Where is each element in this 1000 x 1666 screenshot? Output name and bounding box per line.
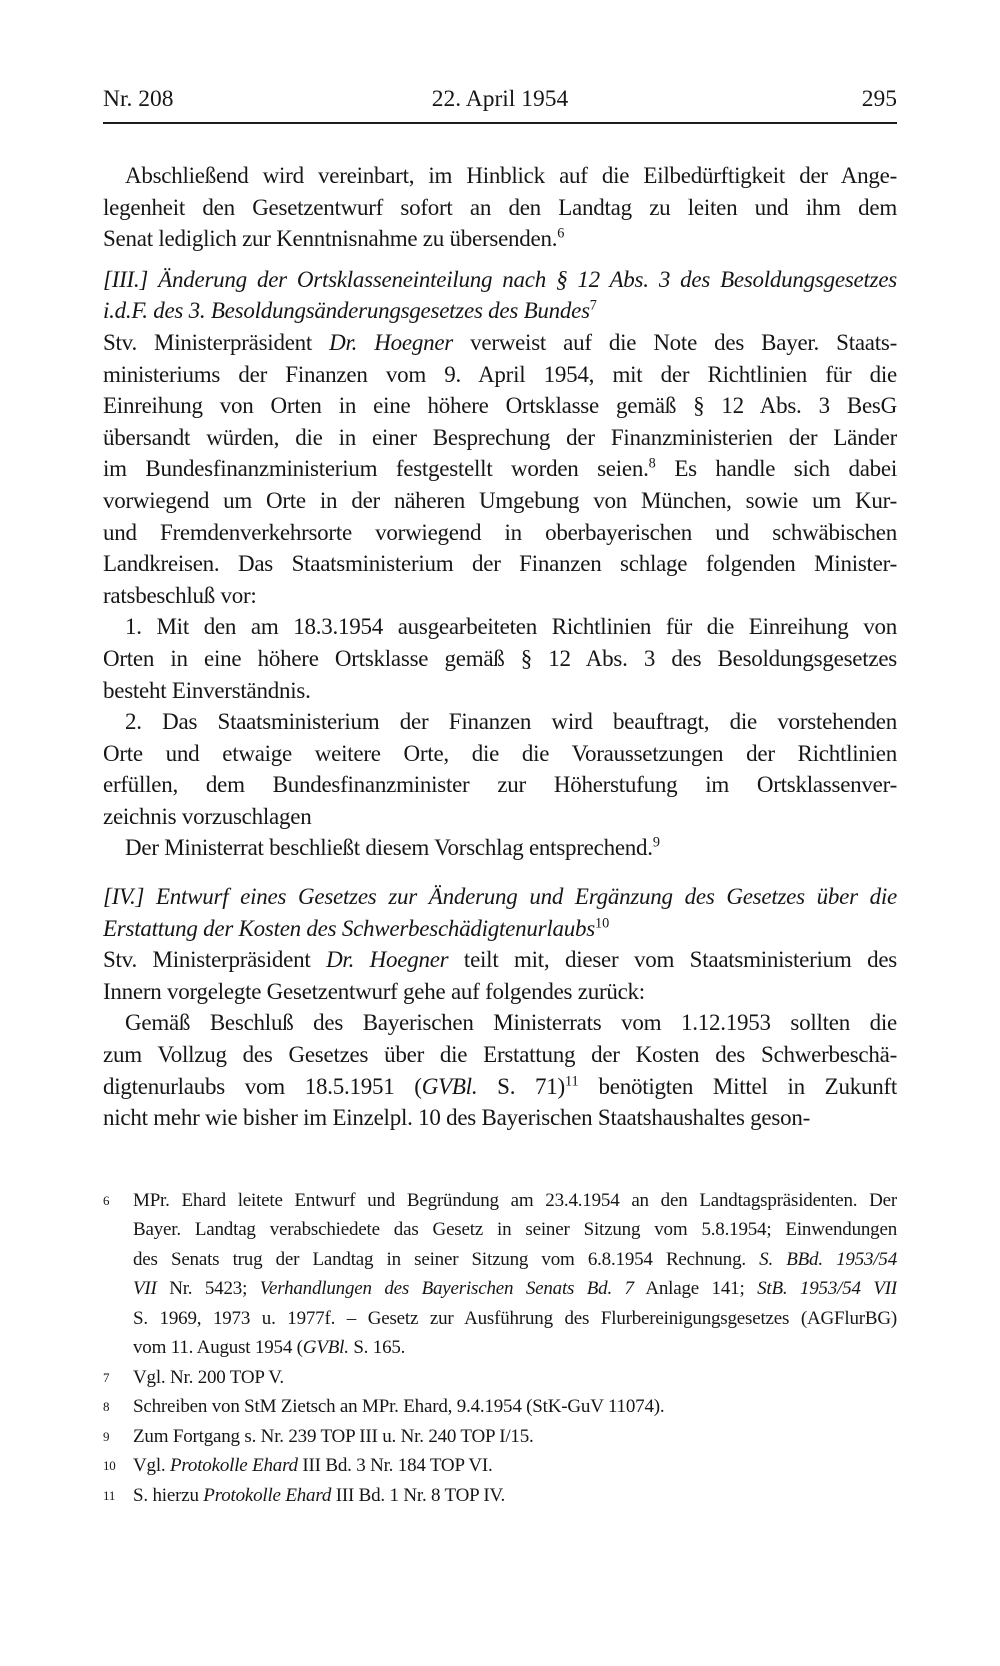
- page-content: [103, 86, 897, 1510]
- text-line: [103, 359, 897, 391]
- footnote-line: [133, 1333, 897, 1363]
- text-run: Stv. Ministerpräsident: [103, 329, 330, 355]
- text-run: 2. Das Staatsministerium der Finanzen wird beauftragt, die vorstehenden: [125, 709, 897, 735]
- text-line: [103, 675, 897, 707]
- text-run: erfüllen, dem Bundesfinanzminister zur Höherstufung im Ortsklassenver-: [103, 772, 897, 798]
- text-run: Protokolle Ehard: [170, 1455, 298, 1477]
- text-run: Protokolle Ehard: [203, 1484, 332, 1506]
- text-line: [103, 944, 897, 976]
- text-line: [103, 769, 897, 801]
- footnote-ref: 8: [648, 455, 656, 472]
- text-run: vom 11. August 1954 (: [133, 1337, 303, 1359]
- footnote: [103, 1392, 897, 1422]
- text-run: legenheit den Gesetzentwurf sofort an den Landtag zu leiten und ihm dem: [103, 194, 897, 220]
- text-line: [103, 1102, 897, 1134]
- text-run: zeichnis vorzuschlagen: [103, 803, 312, 829]
- paragraph: [103, 832, 897, 864]
- paragraph: [103, 1007, 897, 1133]
- text-run: des Senats trug der Landtag in seiner Sitzung vom 6.8.1954 Rechnung.: [133, 1248, 760, 1270]
- footnote-ref: 7: [589, 297, 597, 314]
- text-run: besteht Einverständnis.: [103, 677, 311, 703]
- footnote-number: 6: [103, 1192, 110, 1208]
- text-line: [103, 264, 897, 296]
- footnote: [103, 1363, 897, 1393]
- text-line: [103, 453, 897, 485]
- footnote-text: [133, 1363, 897, 1393]
- text-line: [103, 913, 897, 945]
- text-run: ratsbeschluß vor:: [103, 582, 257, 608]
- footnote-number: 9: [103, 1428, 110, 1444]
- text-line: [103, 422, 897, 454]
- section-heading: [103, 881, 897, 944]
- footnotes: [103, 1186, 897, 1511]
- text-run: Dr. Hoegner: [326, 947, 449, 973]
- page-header: [103, 86, 897, 124]
- text-line: [103, 548, 897, 580]
- text-run: III Bd. 1 Nr. 8 TOP IV.: [331, 1484, 506, 1506]
- footnote-text: [133, 1422, 897, 1452]
- text-run: Orte und etwaige weitere Orte, die die Voraussetzungen der Richtlinien: [103, 740, 897, 766]
- text-run: Vgl. Nr. 200 TOP V.: [133, 1366, 284, 1388]
- text-run: MPr. Ehard leitete Entwurf und Begründung am 23.4.1954 an den Landtagspräsidenten. Der: [133, 1189, 897, 1211]
- text-run: III Bd. 3 Nr. 184 TOP VI.: [297, 1455, 493, 1477]
- text-line: [103, 801, 897, 833]
- text-line: [103, 223, 897, 255]
- text-run: Orten in eine höhere Ortsklasse gemäß § 12 Abs. 3 des Besoldungsgesetzes: [103, 645, 897, 671]
- text-run: GVBl.: [302, 1337, 349, 1359]
- footnote-line: [133, 1304, 897, 1334]
- text-run: Es handle sich dabei: [655, 456, 897, 482]
- text-line: [103, 1071, 897, 1103]
- footnote-number: 8: [103, 1399, 110, 1415]
- footnote-number: 7: [103, 1369, 110, 1385]
- footnote: [103, 1186, 897, 1363]
- text-run: Anlage 141;: [633, 1278, 758, 1300]
- text-run: verweist auf die Note des Bayer. Staats-: [453, 329, 897, 355]
- footnote-text: [133, 1481, 897, 1511]
- text-run: GVBl.: [421, 1073, 478, 1099]
- text-run: Dr. Hoegner: [329, 329, 454, 355]
- text-run: Verhandlungen des Bayerischen Senats Bd. 7: [259, 1278, 634, 1300]
- text-run: Innern vorgelegte Gesetzentwurf gehe auf folgendes zurück:: [103, 978, 645, 1004]
- text-run: nicht mehr wie bisher im Einzelpl. 10 des Bayerischen Staatshaushaltes geson-: [103, 1105, 810, 1131]
- text-run: zum Vollzug des Gesetzes über die Erstattung der Kosten des Schwerbeschä-: [103, 1042, 897, 1068]
- text-run: S. BBd. 1953/54: [759, 1248, 897, 1270]
- text-run: benötigten Mittel in Zukunft: [578, 1073, 897, 1099]
- text-run: im Bundesfinanzministerium festgestellt worden seien.: [103, 456, 649, 482]
- footnote: [103, 1422, 897, 1452]
- text-run: digtenurlaubs vom 18.5.1951 (: [103, 1073, 422, 1099]
- footnote-ref: 10: [594, 915, 610, 931]
- text-line: [103, 517, 897, 549]
- text-run: Stv. Ministerpräsident: [103, 947, 327, 973]
- text-run: ministeriums der Finanzen vom 9. April 1954, mit der Richtlinien für die: [103, 361, 897, 387]
- footnote-ref: 6: [557, 225, 565, 242]
- text-run: S. 71): [477, 1073, 565, 1099]
- footnote-line: [133, 1186, 897, 1216]
- text-run: [III.] Änderung der Ortsklasseneinteilung nach § 12 Abs. 3 des Besoldungsgesetzes: [103, 266, 897, 292]
- text-run: Schreiben von StM Zietsch an MPr. Ehard, 9.4.1954 (StK-GuV 11074).: [133, 1396, 665, 1418]
- footnote-line: [133, 1245, 897, 1275]
- footnote-line: [133, 1422, 897, 1452]
- main-text: [103, 160, 897, 1134]
- text-run: vorwiegend um Orte in der näheren Umgebung von München, sowie um Kur-: [103, 487, 897, 513]
- paragraph: [103, 706, 897, 832]
- text-line: [103, 832, 897, 864]
- text-line: [103, 976, 897, 1008]
- text-line: [103, 643, 897, 675]
- text-line: [103, 390, 897, 422]
- text-run: teilt mit, dieser vom Staatsministerium des: [448, 947, 897, 973]
- footnote-line: [133, 1215, 897, 1245]
- text-line: [103, 1039, 897, 1071]
- text-run: S. 1969, 1973 u. 1977f. – Gesetz zur Ausführung des Flurbereinigungsgesetzes (AGFlurBG): [133, 1307, 897, 1329]
- footnote-number: 10: [103, 1458, 116, 1474]
- footnote-ref: 11: [564, 1072, 579, 1089]
- paragraph: [103, 611, 897, 706]
- footnote-line: [133, 1392, 897, 1422]
- text-run: Abschließend wird vereinbart, im Hinblick auf die Eilbedürftigkeit der Ange-: [125, 163, 897, 188]
- document-number: Nr. 208: [103, 86, 174, 112]
- text-line: [103, 706, 897, 738]
- footnote-text: [133, 1186, 897, 1363]
- footnote-ref: 9: [652, 834, 660, 851]
- text-run: Gemäß Beschluß des Bayerischen Ministerrats vom 1.12.1953 sollten die: [125, 1010, 897, 1036]
- text-line: [103, 738, 897, 770]
- text-run: Landkreisen. Das Staatsministerium der Finanzen schlage folgenden Minister-: [103, 551, 897, 577]
- text-run: Einreihung von Orten in eine höhere Ortsklasse gemäß § 12 Abs. 3 BesG: [103, 393, 897, 419]
- text-line: [103, 327, 897, 359]
- footnote: [103, 1481, 897, 1511]
- paragraph: [103, 944, 897, 1007]
- footnote-text: [133, 1451, 897, 1481]
- section-heading: [103, 264, 897, 327]
- text-line: [103, 192, 897, 224]
- text-line: [103, 160, 897, 192]
- footnote-text: [133, 1392, 897, 1422]
- text-run: Nr. 5423;: [156, 1278, 260, 1300]
- text-run: S. hierzu: [133, 1484, 204, 1506]
- text-line: [103, 580, 897, 612]
- text-run: VII: [133, 1278, 157, 1300]
- text-run: Zum Fortgang s. Nr. 239 TOP III u. Nr. 240 TOP I/15.: [133, 1425, 534, 1447]
- text-line: [103, 485, 897, 517]
- footnote-line: [133, 1481, 897, 1511]
- footnote: [103, 1451, 897, 1481]
- text-run: übersandt würden, die in einer Besprechung der Finanzministerien der Länder: [103, 424, 897, 450]
- text-line: [103, 881, 897, 913]
- footnote-line: [133, 1451, 897, 1481]
- text-run: S. 165.: [348, 1337, 406, 1359]
- text-run: und Fremdenverkehrsorte vorwiegend in oberbayerischen und schwäbischen: [103, 519, 897, 545]
- footnote-line: [133, 1274, 897, 1304]
- text-line: [103, 295, 897, 327]
- text-run: [IV.] Entwurf eines Gesetzes zur Änderung und Ergänzung des Gesetzes über die: [103, 884, 897, 910]
- page-number: 295: [861, 86, 898, 112]
- text-run: StB. 1953/54 VII: [757, 1278, 897, 1300]
- text-run: Senat lediglich zur Kenntnisnahme zu übersenden.: [103, 226, 558, 252]
- paragraph: [103, 160, 897, 255]
- text-run: i.d.F. des 3. Besoldungsänderungsgesetzes des Bundes: [103, 298, 590, 324]
- text-run: Erstattung der Kosten des Schwerbeschädigtenurlaubs: [103, 915, 595, 941]
- session-date: 22. April 1954: [431, 86, 569, 112]
- paragraph: [103, 327, 897, 611]
- text-line: [103, 1007, 897, 1039]
- text-run: Vgl.: [133, 1455, 171, 1477]
- text-run: Der Ministerrat beschließt diesem Vorschlag entsprechend.: [125, 835, 653, 861]
- text-line: [103, 611, 897, 643]
- footnote-number: 11: [103, 1487, 116, 1503]
- text-run: 1. Mit den am 18.3.1954 ausgearbeiteten Richtlinien für die Einreihung von: [125, 614, 897, 640]
- footnote-line: [133, 1363, 897, 1393]
- text-run: Bayer. Landtag verabschiedete das Gesetz in seiner Sitzung vom 5.8.1954; Einwendungen: [133, 1219, 897, 1241]
